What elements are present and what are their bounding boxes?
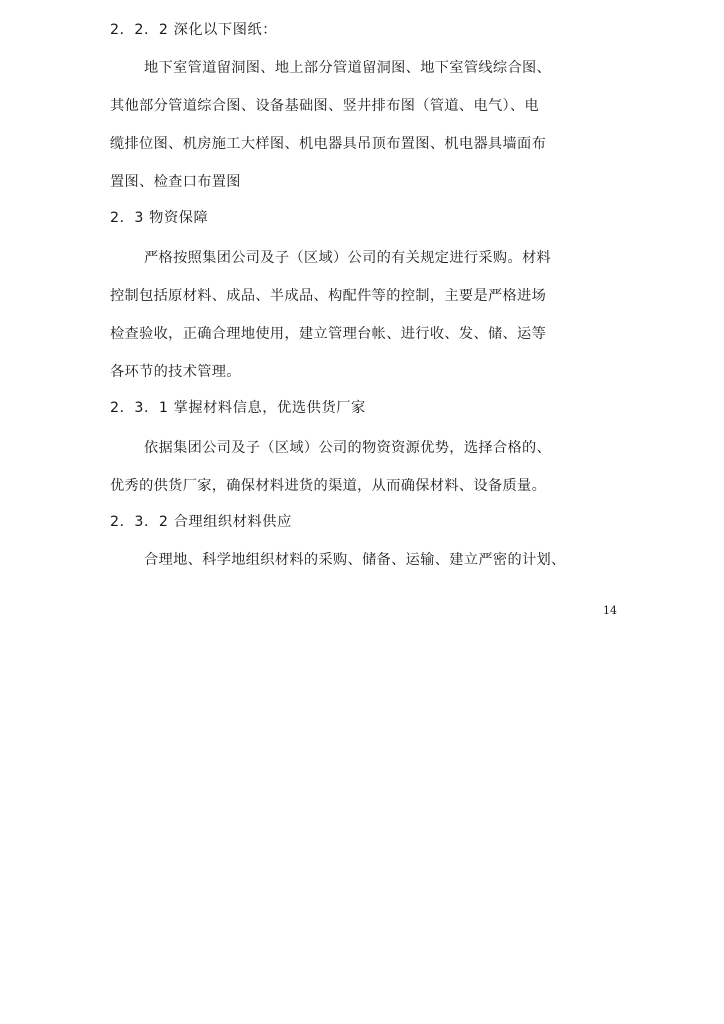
paragraph-line: 地下室管道留洞图、地上部分管道留洞图、地下室管线综合图、 <box>144 60 552 76</box>
paragraph-line: 检查验收，正确合理地使用，建立管理台帐、进行收、发、储、运等 <box>110 326 547 342</box>
paragraph-line: 控制包括原材料、成品、半成品、构配件等的控制，主要是严格进场 <box>110 288 547 304</box>
section-heading-2-3-2: 2．3．2 合理组织材料供应 <box>110 514 292 530</box>
paragraph-line: 置图、检查口布置图 <box>110 174 241 190</box>
page-number: 14 <box>603 604 617 617</box>
paragraph-line: 各环节的技术管理。 <box>110 364 241 380</box>
paragraph-line: 严格按照集团公司及子（区域）公司的有关规定进行采购。材料 <box>144 250 552 266</box>
section-heading-2-2-2: 2．2．2 深化以下图纸： <box>110 22 278 38</box>
paragraph-line: 优秀的供货厂家，确保材料进货的渠道，从而确保材料、设备质量。 <box>110 478 547 494</box>
section-heading-2-3: 2．3 物资保障 <box>110 210 209 226</box>
paragraph-line: 缆排位图、机房施工大样图、机电器具吊顶布置图、机电器具墙面布 <box>110 136 547 152</box>
paragraph-line: 其他部分管道综合图、设备基础图、竖井排布图（管道、电气）、电 <box>110 98 540 114</box>
paragraph-line: 依据集团公司及子（区域）公司的物资资源优势，选择合格的、 <box>144 440 552 456</box>
paragraph-line: 合理地、科学地组织材料的采购、储备、运输、建立严密的计划、 <box>144 552 566 568</box>
section-heading-2-3-1: 2．3．1 掌握材料信息，优选供货厂家 <box>110 400 366 416</box>
